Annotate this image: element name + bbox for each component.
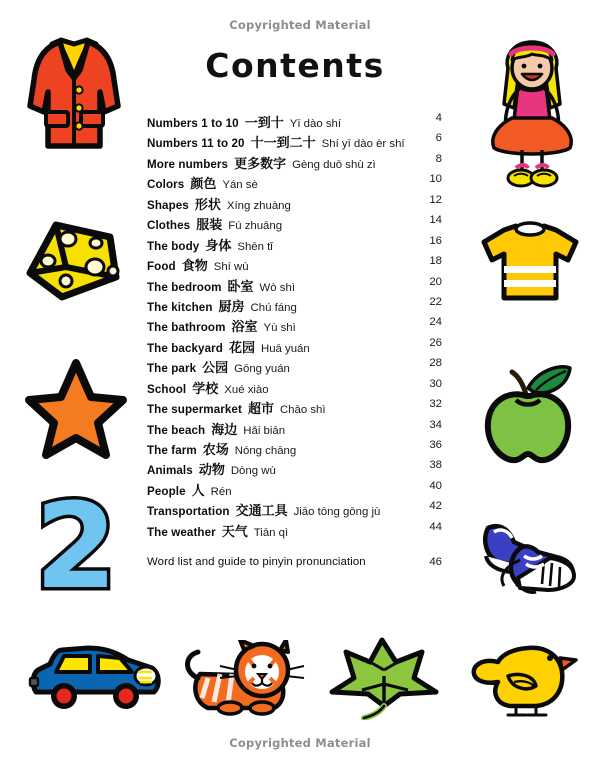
- toc-entry-page-number: 24: [429, 316, 442, 329]
- toc-entry-chinese: 天气: [221, 524, 248, 540]
- toc-entry-chinese: 公园: [202, 361, 229, 377]
- yellow-bird: [464, 638, 582, 718]
- toc-entry-title: People: [147, 484, 186, 498]
- toc-entry-chinese: 浴室: [231, 320, 258, 336]
- toc-entry-pinyin: Nóng chāng: [234, 445, 297, 457]
- girl-figure: [478, 34, 586, 194]
- toc-row[interactable]: [147, 337, 442, 357]
- toc-entry-title: Numbers 1 to 10: [147, 117, 239, 130]
- toc-entry-page-number: 4: [435, 112, 442, 124]
- toc-entry-page-number: 18: [429, 255, 442, 268]
- toc-entry-page-number: 42: [429, 500, 442, 513]
- toc-row[interactable]: [147, 521, 442, 541]
- toc-entry-chinese: 厨房: [218, 299, 245, 315]
- toc-entry-page-number: 8: [435, 152, 442, 165]
- blue-number-2: [30, 495, 122, 595]
- toc-row[interactable]: [147, 439, 442, 459]
- green-leaf: [322, 636, 442, 720]
- toc-entry-pinyin: Hǎi biān: [243, 424, 286, 437]
- blue-sneakers: [474, 510, 586, 602]
- toc-entry-title: The bathroom: [147, 321, 226, 335]
- toc-entry-title: The backyard: [147, 341, 223, 355]
- toc-row[interactable]: [147, 357, 442, 377]
- svg-text:2: 2: [34, 495, 118, 595]
- toc-entry-page-number: 34: [429, 418, 442, 431]
- toc-entry-chinese: 交通工具: [235, 504, 288, 520]
- toc-entry-title: The beach: [147, 423, 206, 437]
- toc-entry-chinese: 服装: [196, 218, 223, 234]
- toc-entry-pinyin: Dòng wù: [230, 465, 276, 478]
- toc-entry-chinese: 一到十: [244, 116, 284, 131]
- toc-entry-pinyin: Chāo shì: [279, 404, 326, 417]
- toc-entry-title: The park: [147, 362, 197, 376]
- toc-entry-page-number: 22: [429, 295, 442, 308]
- toc-entry-chinese: 身体: [205, 238, 232, 254]
- toc-entry-chinese: 卧室: [227, 279, 254, 295]
- toc-entry-page-number: 16: [429, 234, 442, 247]
- toc-entry-title: The bedroom: [147, 280, 222, 294]
- toc-entry-pinyin: Tiān qì: [253, 526, 289, 539]
- toc-row[interactable]: [147, 480, 442, 500]
- toc-entry-title: Shapes: [147, 198, 189, 212]
- toc-entry-pinyin: Shí yī dào èr shí: [321, 138, 405, 151]
- toc-row[interactable]: [147, 173, 442, 193]
- toc-entry-title: Transportation: [147, 505, 230, 519]
- toc-entry-chinese: 海边: [211, 422, 238, 438]
- toc-entry-pinyin: Yán sè: [222, 179, 258, 192]
- toc-row[interactable]: [147, 500, 442, 520]
- toc-row[interactable]: [147, 378, 442, 398]
- toc-entry-title: The body: [147, 239, 200, 253]
- toc-row[interactable]: [147, 419, 442, 439]
- toc-entry-title: The supermarket: [147, 403, 242, 417]
- toc-footer-row[interactable]: [147, 556, 442, 576]
- toc-entry-title: School: [147, 382, 187, 396]
- toc-entry-chinese: 形状: [194, 197, 221, 213]
- toc-entry-pinyin: Xué xiào: [224, 383, 269, 396]
- toc-entry-pinyin: Xíng zhuàng: [226, 199, 291, 212]
- toc-entry-pinyin: Gōng yuán: [234, 363, 290, 376]
- toc-entry-pinyin: Huā yuán: [260, 342, 310, 355]
- toc-entry-chinese: 十一到二十: [250, 136, 316, 152]
- blue-car: [28, 638, 164, 716]
- toc-entry-page-number: 30: [429, 377, 442, 390]
- red-coat: [24, 34, 124, 158]
- toc-entry-title: Clothes: [147, 219, 191, 233]
- toc-entry-pinyin: Gèng duō shù zì: [292, 158, 376, 171]
- toc-entry-title: The weather: [147, 525, 216, 539]
- toc-entry-pinyin: Shí wù: [213, 261, 249, 274]
- toc-entry-pinyin: Shēn tǐ: [237, 240, 273, 253]
- toc-entry-pinyin: Wò shì: [259, 281, 295, 294]
- toc-entry-pinyin: Yī dào shí: [289, 118, 342, 130]
- toc-entry-pinyin: Rén: [210, 485, 232, 498]
- toc-entry-pinyin: Yù shì: [263, 322, 296, 335]
- copyright-watermark-top: Copyrighted Material: [229, 18, 371, 32]
- table-of-contents: [147, 112, 442, 577]
- toc-entry-pinyin: Chú fáng: [250, 301, 297, 314]
- toc-entry-title: More numbers: [147, 157, 229, 171]
- toc-entry-title: The farm: [147, 444, 197, 457]
- toc-row[interactable]: [147, 316, 442, 336]
- toc-entry-title: The kitchen: [147, 300, 213, 314]
- toc-entry-chinese: 花园: [228, 340, 255, 356]
- toc-row[interactable]: [147, 214, 442, 234]
- toc-entry-chinese: 食物: [181, 259, 208, 275]
- toc-entry-title: Word list and guide to pinyin pronunciation: [147, 556, 366, 569]
- toc-entry-page-number: 20: [429, 275, 442, 288]
- toc-entry-page-number: 14: [429, 214, 442, 227]
- toc-row[interactable]: [147, 112, 442, 132]
- toc-entry-chinese: 更多数字: [234, 156, 287, 172]
- toc-entry-page-number: 46: [429, 556, 442, 569]
- toc-entry-chinese: 超市: [247, 402, 274, 418]
- toc-entry-page-number: 32: [429, 398, 442, 411]
- toc-entry-chinese: 颜色: [190, 177, 217, 193]
- cheese-wedge: [22, 215, 122, 307]
- toc-entry-pinyin: Fú zhuāng: [228, 220, 283, 233]
- green-apple: [476, 362, 580, 468]
- orange-star: [24, 355, 128, 463]
- orange-cat: [182, 640, 306, 716]
- toc-entry-page-number: 44: [429, 520, 442, 533]
- yellow-tshirt: [478, 216, 582, 308]
- toc-row[interactable]: [147, 459, 442, 479]
- toc-row[interactable]: [147, 132, 442, 152]
- toc-row[interactable]: [147, 296, 442, 316]
- toc-row[interactable]: [147, 255, 442, 275]
- toc-entry-title: Colors: [147, 178, 185, 192]
- toc-entry-page-number: 10: [429, 173, 442, 186]
- toc-row[interactable]: [147, 276, 442, 296]
- toc-entry-page-number: 38: [429, 459, 442, 472]
- toc-entry-chinese: 动物: [198, 463, 225, 479]
- toc-entry-chinese: 农场: [202, 443, 229, 458]
- toc-row[interactable]: [147, 235, 442, 255]
- copyright-watermark-bottom: Copyrighted Material: [229, 736, 371, 750]
- toc-entry-title: Numbers 11 to 20: [147, 137, 245, 151]
- toc-entry-chinese: 人: [191, 483, 205, 499]
- toc-entry-page-number: 6: [435, 132, 442, 145]
- toc-row[interactable]: [147, 398, 442, 418]
- toc-entry-page-number: 12: [429, 193, 442, 206]
- page-title: Contents: [205, 46, 385, 85]
- toc-row[interactable]: [147, 194, 442, 214]
- toc-entry-title: Animals: [147, 464, 193, 478]
- toc-entry-title: Food: [147, 260, 176, 274]
- toc-row[interactable]: [147, 153, 442, 173]
- toc-entry-page-number: 40: [429, 479, 442, 492]
- toc-entry-pinyin: Jiāo tōng gōng jù: [293, 506, 381, 519]
- toc-entry-chinese: 学校: [192, 381, 219, 397]
- toc-entry-page-number: 28: [429, 357, 442, 370]
- toc-entry-page-number: 26: [429, 336, 442, 349]
- toc-entry-page-number: 36: [429, 439, 442, 451]
